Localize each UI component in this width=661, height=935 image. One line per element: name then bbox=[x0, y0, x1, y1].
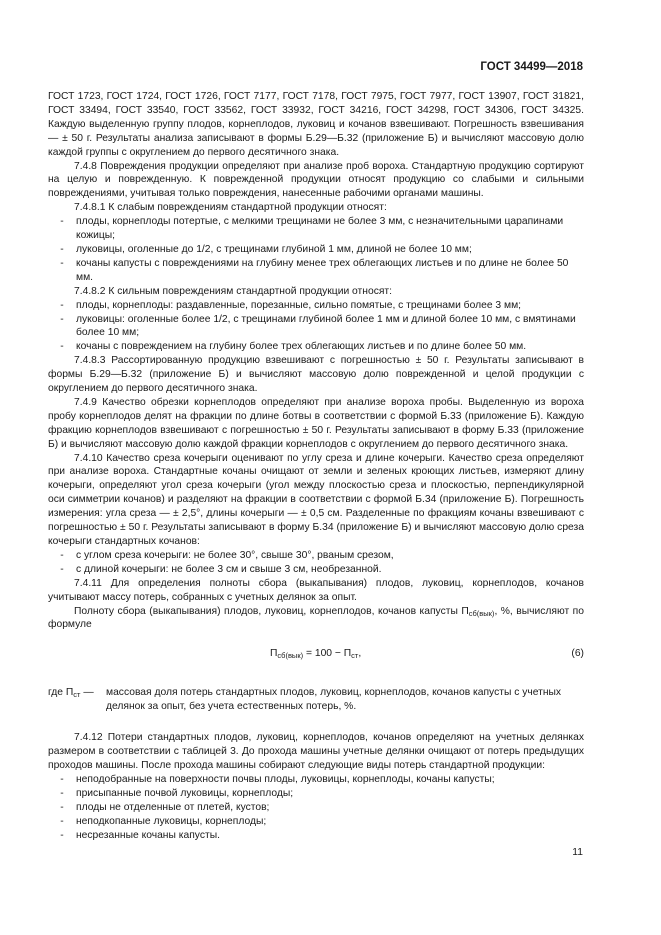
list-dash: - bbox=[60, 313, 64, 325]
list-item bbox=[48, 801, 584, 815]
list-item-text: неподкопанные луковицы, корнеплоды; bbox=[76, 815, 267, 827]
paragraph: 7.4.9 Качество обрезки корнеплодов определяют при анализе вороха пробы. Выделенную из вороха пробу корнеплодов делят на фракции по длине ботвы в соответствии с формой Б.33 (приложение Б). Каждую фракцию корнеплодов взвешивают с погрешностью ± 50 г. Результаты записывают в форму Б.33 (приложение Б) и вычисляют массовую долю каждой фракции корнеплодов с округлением до первого десятичного знака. bbox=[48, 396, 584, 450]
where-definition bbox=[48, 686, 584, 714]
list-item bbox=[48, 257, 584, 285]
list-item bbox=[48, 829, 584, 843]
list-item bbox=[48, 299, 584, 313]
paragraph: 7.4.12 Потери стандартных плодов, луковиц, корнеплодов, кочанов определяют на учетных делянках размером в соответствии с таблицей 3. До прохода машины учетные делянки очищают от потерь предыдущих проходов машины. После прохода машины собирают следующие виды потерь стандартной продукции: bbox=[48, 732, 584, 771]
where-label: где $П_{ст}$ — bbox=[48, 687, 94, 700]
list-item bbox=[48, 243, 584, 257]
paragraph: ГОСТ 1723, ГОСТ 1724, ГОСТ 1726, ГОСТ 7177, ГОСТ 7178, ГОСТ 7975, ГОСТ 7977, ГОСТ 13907, ГОСТ 31821, ГОСТ 33494, ГОСТ 33540, ГОСТ 33562, ГОСТ 33932, ГОСТ 34216, ГОСТ 34298, ГОСТ 34306, ГОСТ 34325. Каждую выделенную группу плодов, корнеплодов, луковиц и кочанов взвешивают. Погрешность взвешивания — ± 50 г. Результаты анализа записывают в формы Б.29—Б.32 (приложение Б) и вычисляют массовую долю каждой группы с округлением до первого десятичного знака. bbox=[48, 91, 584, 158]
paragraphs-block-b bbox=[48, 731, 584, 842]
standard-header: ГОСТ 34499—2018 bbox=[480, 61, 583, 73]
list-dash: - bbox=[60, 787, 64, 799]
list-dash: - bbox=[60, 829, 64, 841]
list-item bbox=[48, 787, 584, 801]
list-item-text: несрезанные кочаны капусты. bbox=[76, 829, 220, 841]
polnota-text-end: , %, вычисляют по формуле bbox=[48, 605, 584, 631]
list-item-text: с углом среза кочерыги: не более 30°, свыше 30°, рваным срезом, bbox=[76, 549, 394, 561]
list-item-text: плоды, корнеплоды: раздавленные, порезанные, сильно помятые, с трещинами более 3 мм; bbox=[76, 299, 522, 311]
formula-6 bbox=[48, 647, 584, 669]
polnota-text: Полноту сбора (выкапывания) плодов, луковиц, корнеплодов, кочанов капусты П bbox=[74, 605, 469, 617]
list-item bbox=[48, 549, 584, 563]
paragraph: 7.4.8.2 К сильным повреждениям стандартной продукции относят: bbox=[74, 285, 392, 297]
list-item-text: плоды не отделенные от плетей, кустов; bbox=[76, 801, 270, 813]
paragraph: 7.4.11 Для определения полноты сбора (выкапывания) плодов, луковиц, корнеплодов, кочанов учитывают массу потерь, собранных с учетных делянок за опыт. bbox=[48, 577, 584, 603]
list-dash: - bbox=[60, 341, 64, 353]
paragraph: 7.4.8.1 К слабым повреждениям стандартной продукции относят: bbox=[74, 202, 387, 214]
list-item-text: неподобранные на поверхности почвы плоды, луковицы, корнеплоды, кочаны капусты; bbox=[76, 773, 495, 785]
body-text bbox=[48, 90, 584, 842]
formula-number: (6) bbox=[571, 648, 584, 660]
list-dash: - bbox=[60, 216, 64, 228]
list-dash: - bbox=[60, 299, 64, 311]
list-item-text: луковицы, оголенные до 1/2, с трещинами глубиной 1 мм, длиной не более 10 мм; bbox=[76, 243, 472, 255]
list-dash: - bbox=[60, 563, 64, 575]
where-text: массовая доля потерь стандартных плодов, луковиц, корнеплодов, кочанов капусты с учетных делянок за опыт, без учета естественных потерь, %. bbox=[106, 687, 562, 713]
list-dash: - bbox=[60, 243, 64, 255]
formula-expression: $П_{сб(вык)} = 100 - П_{ст}$, bbox=[270, 648, 362, 661]
list-item bbox=[48, 215, 584, 243]
polnota-subscript: сб(вык) bbox=[468, 608, 495, 618]
list-item bbox=[48, 340, 584, 354]
list-dash: - bbox=[60, 257, 64, 269]
list-item bbox=[48, 563, 584, 577]
list-item-text: плоды, корнеплоды потертые, с мелкими трещинами не более 3 мм, с незначительными царапинами кожицы; bbox=[76, 216, 564, 242]
list-dash: - bbox=[60, 549, 64, 561]
list-item-text: с длиной кочерыги: не более 3 см и свыше 3 см, необрезанной. bbox=[76, 563, 382, 575]
list-item bbox=[48, 815, 584, 829]
paragraph: 7.4.8 Повреждения продукции определяют при анализе проб вороха. Стандартную продукцию сортируют на целую и поврежденную. К поврежденной продукции относят продукцию со слабыми и сильными повреждениями, учитывая только повреждения, нанесенные рабочими органами машины. bbox=[48, 160, 584, 200]
list-item bbox=[48, 773, 584, 787]
list-item-text: присыпанные почвой луковицы, корнеплоды; bbox=[76, 787, 294, 799]
paragraph: 7.4.8.3 Рассортированную продукцию взвешивают с погрешностью ± 50 г. Результаты записывают в формы Б.29—Б.32 (приложение Б) и вычисляют массовую долю поврежденной и целой продукции с округлением до первого десятичного знака. bbox=[48, 355, 584, 395]
polnota-paragraph bbox=[48, 605, 584, 633]
list-item-text: кочаны капусты с повреждениями на глубину менее трех облегающих листьев и по длине не более 50 мм. bbox=[76, 257, 569, 283]
paragraph: 7.4.10 Качество среза кочерыги оценивают по углу среза и длине кочерыги. Качество среза определяют при анализе вороха. Стандартные кочаны очищают от земли и зеленых кроющих листьев, измеряют длину кочерыги, определяют угол среза кочерыги (угол между плоскостью среза и плоскостью, перпендикулярной оси симметрии кочанов) и разделяют на фракции в соответствии с формой Б.34 (приложение Б). Погрешность измерения: угла среза — ± 2,5°, длины кочерыги — ± 0,5 см. Разделенные по фракциям кочаны взвешивают с погрешностью ± 50 г. Результаты записывают в форму Б.34 (приложение Б) и вычисляют массовую долю среза кочерыги стандартных кочанов: bbox=[48, 452, 584, 547]
paragraphs-block-a bbox=[48, 90, 584, 605]
page-number: 11 bbox=[572, 847, 583, 858]
list-dash: - bbox=[60, 815, 64, 827]
list-item-text: луковицы: оголенные более 1/2, с трещинами глубиной более 1 мм и длиной более 10 мм, с вмятинами более 10 мм; bbox=[76, 313, 576, 339]
list-item-text: кочаны с повреждением на глубину более трех облегающих листьев и по длине более 50 мм. bbox=[76, 341, 527, 353]
list-item bbox=[48, 313, 584, 341]
list-dash: - bbox=[60, 801, 64, 813]
list-dash: - bbox=[60, 773, 64, 785]
